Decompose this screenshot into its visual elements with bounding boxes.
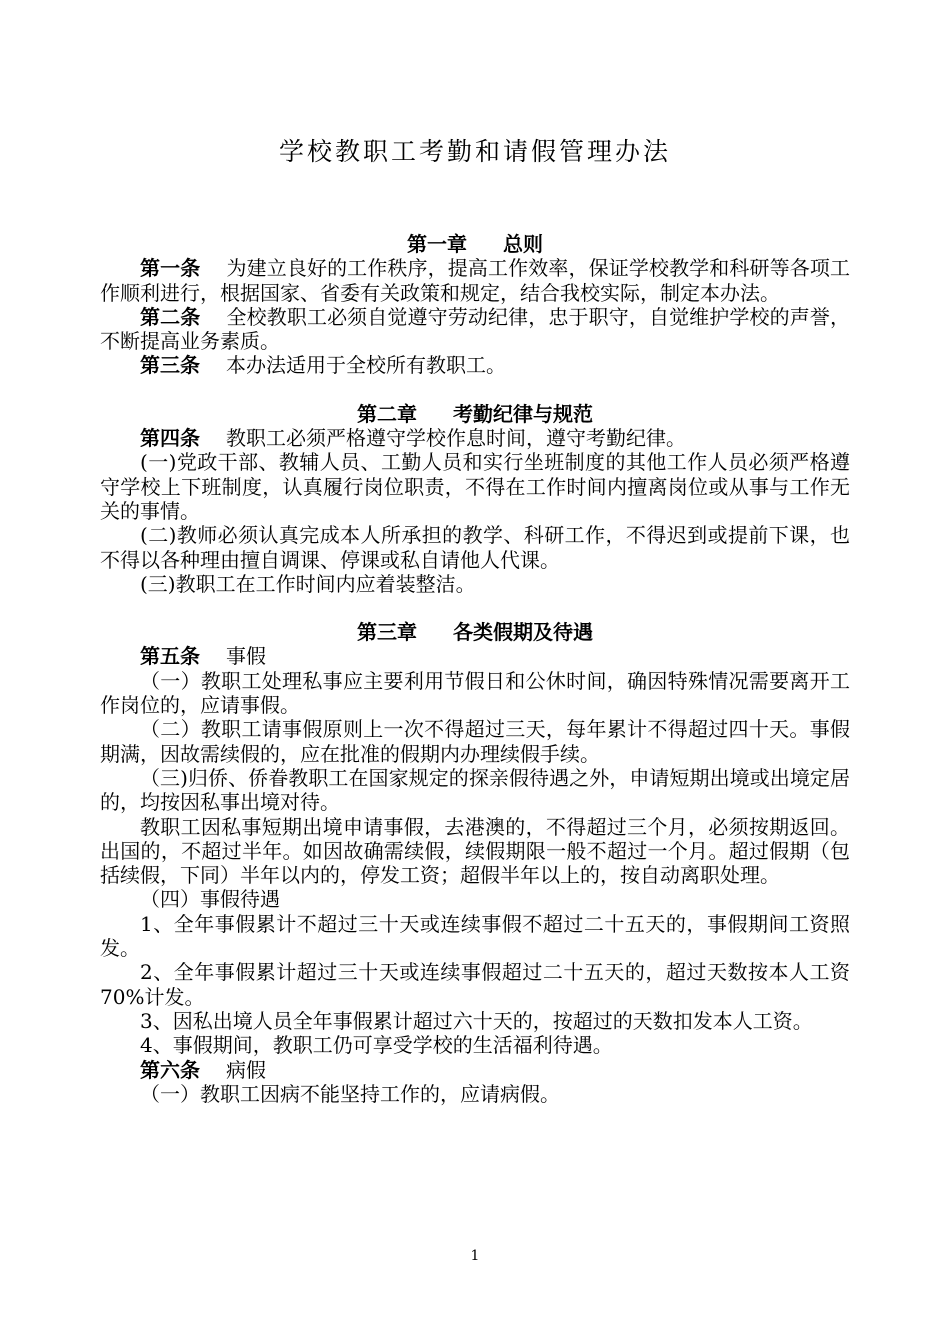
article-text: 病假 <box>226 1057 266 1082</box>
page-number: 1 <box>470 1248 480 1264</box>
article-label: 第二条 <box>140 304 201 329</box>
clause-6-1: （一）教职工因病不能坚持工作的，应请病假。 <box>140 1081 560 1106</box>
item-5-4-3: 3、因私出境人员全年事假累计超过六十天的，按超过的天数扣发本人工资。 <box>140 1008 813 1033</box>
chapter-number: 第二章 <box>357 401 417 426</box>
clause-5-3: （三)归侨、侨眷教职工在国家规定的探亲假待遇之外，申请短期出境或出境定居的，均按因私事出境对待。 <box>100 765 850 815</box>
article-label: 第六条 <box>140 1057 200 1082</box>
article-4 <box>100 426 850 450</box>
paragraph-5-overseas: 教职工因私事短期出境申请事假，去港澳的，不得超过三个月，必须按期返回。出国的，不超过半年。如因故确需续假，续假期限一般不超过一个月。超过假期（包括续假，下同）半年以内的，停发工资；超假半年以上的，按自动离职处理。 <box>100 814 850 888</box>
chapter-heading-2 <box>100 402 850 426</box>
item-5-4-2: 2、全年事假累计超过三十天或连续事假超过二十五天的，超过天数按本人工资 70%计发。 <box>100 960 850 1009</box>
article-2 <box>100 305 850 354</box>
item-5-4-4: 4、事假期间，教职工仍可享受学校的生活福利待遇。 <box>140 1033 613 1058</box>
article-text: 本办法适用于全校所有教职工。 <box>226 353 506 378</box>
article-1 <box>100 256 850 305</box>
clause-4-2: (二)教师必须认真完成本人所承担的教学、科研工作，不得迟到或提前下课，也不得以各种理由擅自调课、停课或私自请他人代课。 <box>100 523 850 572</box>
chapter-heading-1 <box>100 232 850 256</box>
chapter-name: 考勤纪律与规范 <box>453 401 593 426</box>
article-text: 教职工必须严格遵守学校作息时间，遵守考勤纪律。 <box>226 426 686 451</box>
item-5-4-1: 1、全年事假累计不超过三十天或连续事假不超过二十五天的，事假期间工资照发。 <box>100 911 850 961</box>
document-body <box>100 232 850 1106</box>
clause-5-2: （二）教职工请事假原则上一次不得超过三天，每年累计不得超过四十天。事假期满，因故需续假的，应在批准的假期内办理续假手续。 <box>100 717 850 766</box>
article-3 <box>100 353 850 377</box>
document-title: 学校教职工考勤和请假管理办法 <box>278 137 671 166</box>
article-5 <box>100 644 850 668</box>
chapter-name: 各类假期及待遇 <box>453 620 593 645</box>
chapter-number: 第三章 <box>357 620 417 645</box>
chapter-number: 第一章 <box>407 232 467 256</box>
article-label: 第四条 <box>140 426 200 451</box>
clause-5-1: （一）教职工处理私事应主要利用节假日和公休时间，确因特殊情况需要离开工作岗位的，应请事假。 <box>100 668 850 718</box>
article-6 <box>100 1058 850 1082</box>
clause-4-1: (一)党政干部、教辅人员、工勤人员和实行坐班制度的其他工作人员必须严格遵守学校上下班制度，认真履行岗位职责，不得在工作时间内擅离岗位或从事与工作无关的事情。 <box>100 450 850 523</box>
clause-5-4: （四）事假待遇 <box>140 887 280 912</box>
article-text: 为建立良好的工作秩序，提高工作效率，保证学校教学和科研等各项工作顺利进行，根据国家、省委有关政策和规定，结合我校实际，制定本办法。 <box>100 256 851 305</box>
article-label: 第一条 <box>140 256 201 281</box>
chapter-heading-3 <box>100 620 850 644</box>
article-text: 事假 <box>226 644 266 669</box>
article-label: 第五条 <box>140 644 200 669</box>
clause-4-3: (三)教职工在工作时间内应着装整洁。 <box>140 571 476 596</box>
article-label: 第三条 <box>140 353 200 378</box>
chapter-name: 总则 <box>503 232 543 256</box>
article-text: 全校教职工必须自觉遵守劳动纪律，忠于职守，自觉维护学校的声誉，不断提高业务素质。 <box>100 304 851 354</box>
